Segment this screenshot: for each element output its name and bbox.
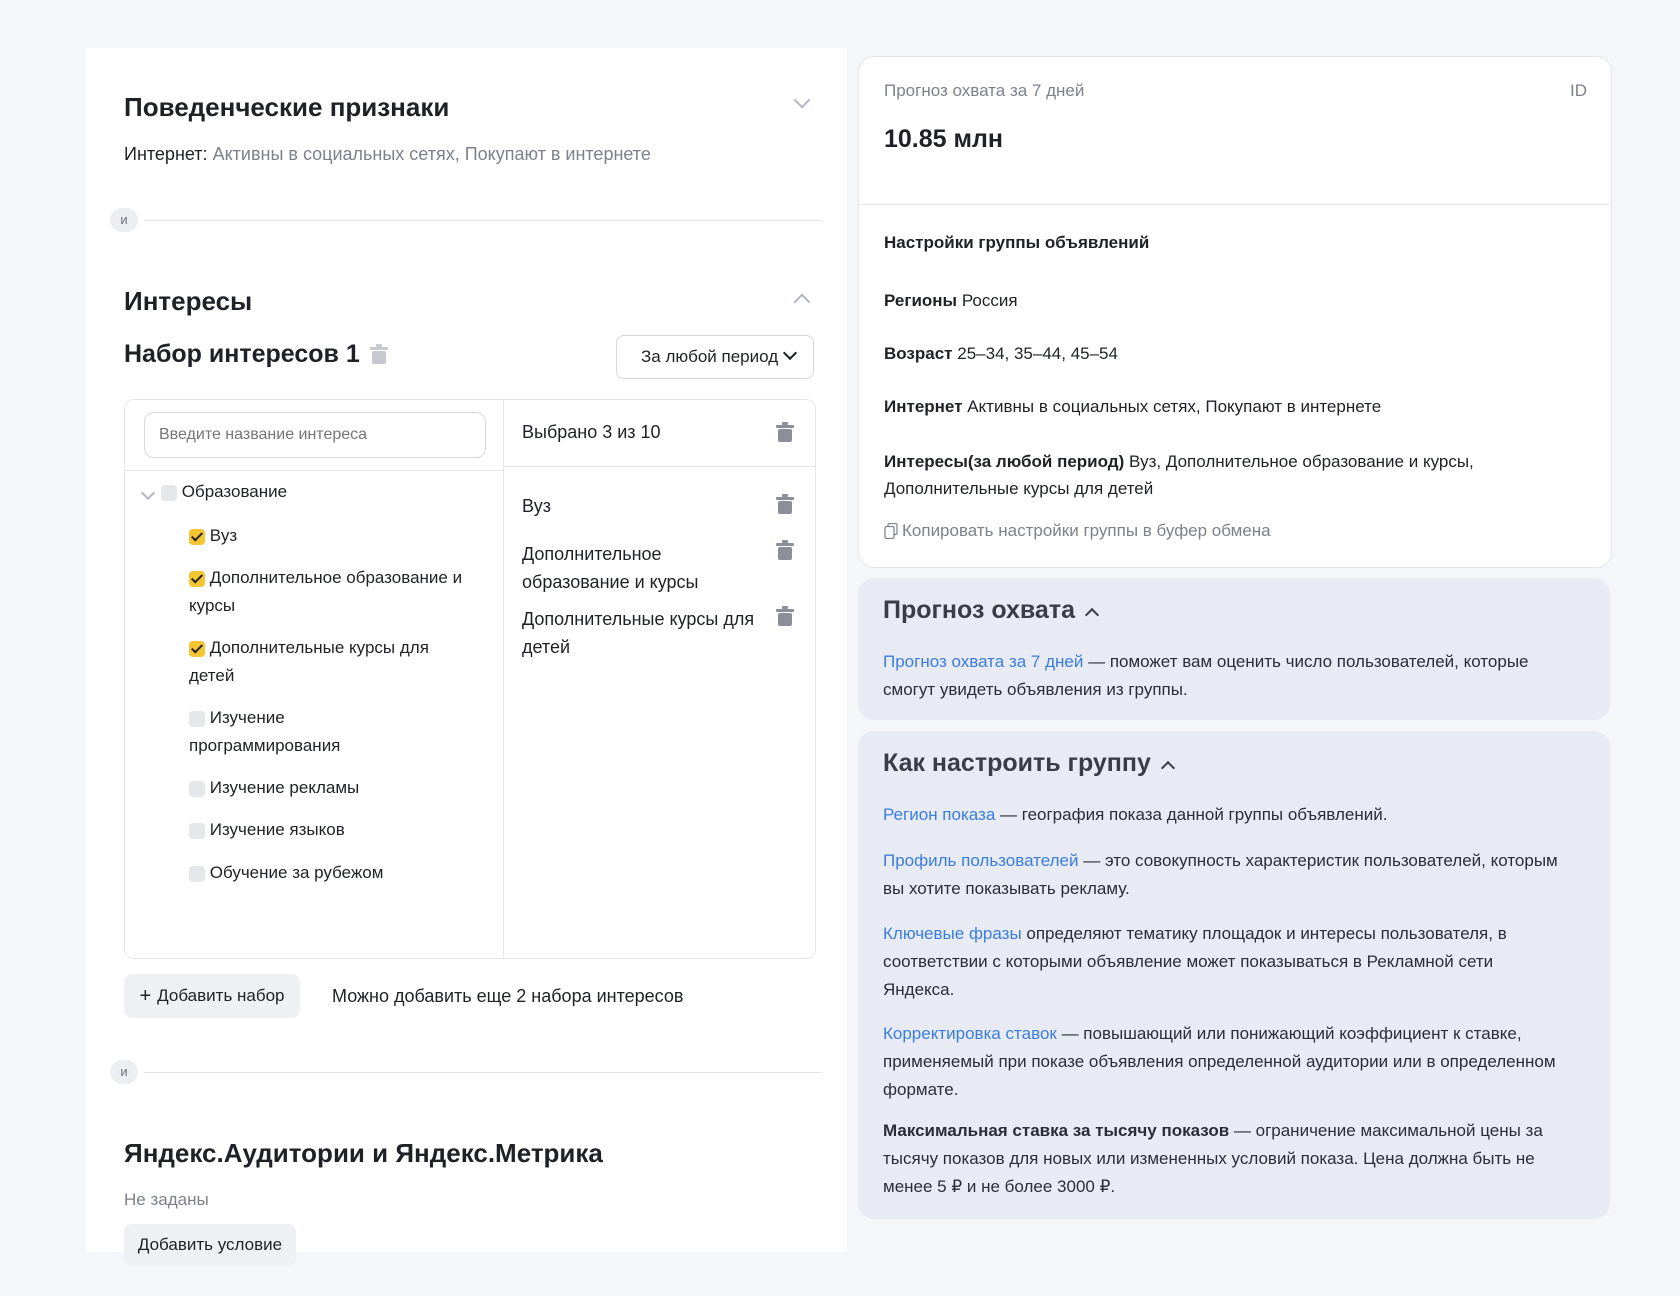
interest-search-input[interactable] (144, 412, 486, 458)
settings-regions (884, 291, 1018, 311)
picker-divider (503, 400, 504, 958)
section-divider (144, 220, 822, 221)
help-setup-toggle[interactable] (883, 749, 1173, 778)
add-set-label: Добавить набор (157, 986, 285, 1005)
interest-item[interactable] (189, 704, 389, 760)
interest-checkbox[interactable] (189, 866, 205, 882)
audiences-status: Не заданы (124, 1190, 209, 1209)
interest-checkbox[interactable] (189, 641, 205, 657)
interests-collapse-chevron-icon[interactable] (794, 294, 811, 311)
period-select-value: За любой период (641, 347, 779, 366)
interests-title: Интересы (124, 286, 253, 316)
remove-selected-trash-icon[interactable] (776, 494, 794, 514)
interest-item[interactable] (189, 634, 439, 690)
interest-item[interactable] (189, 816, 345, 844)
and-separator-badge: и (110, 208, 138, 232)
search-divider (125, 470, 503, 471)
help-link[interactable]: Регион показа (883, 805, 996, 824)
section-divider (144, 1072, 822, 1073)
max-bid-term: Максимальная ставка за тысячу показов (883, 1121, 1230, 1140)
copy-icon (884, 523, 898, 539)
internet-value: Активны в социальных сетях, Покупают в интернете (967, 397, 1382, 416)
category-label: Образование (181, 482, 288, 501)
forecast-value: 10.85 млн (884, 125, 1003, 153)
regions-label: Регионы (884, 291, 958, 310)
interest-label: Дополнительные курсы для детей (189, 638, 429, 685)
help-description: — это совокупность характеристик пользователей, которым вы хотите показывать рекламу. (883, 851, 1558, 898)
remove-selected-trash-icon[interactable] (776, 540, 794, 560)
selected-item: Вуз (522, 496, 552, 516)
settings-age (884, 344, 1118, 364)
interest-checkbox[interactable] (189, 823, 205, 839)
help-description: определяют тематику площадок и интересы пользователя, в соответствии с которыми объявление может показываться в Рекламной сети Яндекса. (883, 924, 1507, 999)
selected-header-divider (503, 466, 815, 467)
add-set-hint: Можно добавить еще 2 набора интересов (332, 986, 684, 1006)
delete-set-trash-icon[interactable] (370, 344, 388, 364)
interest-item[interactable] (189, 859, 383, 887)
forecast-card (858, 56, 1612, 568)
forecast-label: Прогноз охвата за 7 дней (884, 81, 1085, 100)
interest-item[interactable] (189, 774, 359, 802)
category-row-education[interactable] (161, 478, 287, 506)
interest-checkbox[interactable] (189, 571, 205, 587)
help-item-keywords (883, 920, 1563, 1004)
copy-settings-link[interactable] (884, 521, 1271, 541)
help-setup-panel (858, 731, 1610, 1219)
help-setup-title: Как настроить группу (883, 749, 1151, 777)
help-description: — география показа данной группы объявлений. (995, 805, 1388, 824)
interest-label: Дополнительное образование и курсы (189, 568, 463, 615)
selected-item: Дополнительное образование и курсы (522, 544, 699, 592)
help-link[interactable]: Корректировка ставок (883, 1024, 1057, 1043)
interest-checkbox[interactable] (189, 529, 205, 545)
regions-value: Россия (961, 291, 1018, 310)
behavior-value: Активны в социальных сетях, Покупают в интернете (212, 144, 651, 164)
help-forecast-text (883, 648, 1583, 704)
interests-label: Интересы(за любой период) (884, 452, 1125, 471)
targeting-panel (86, 48, 847, 1252)
interest-item[interactable] (189, 522, 237, 550)
and-separator-badge: и (110, 1060, 138, 1084)
selected-count: Выбрано 3 из 10 (522, 422, 661, 442)
category-checkbox[interactable] (161, 485, 177, 501)
period-chevron-down-icon (783, 346, 797, 360)
chevron-up-icon (1161, 760, 1175, 774)
help-link[interactable]: Профиль пользователей (883, 851, 1079, 870)
internet-label: Интернет (884, 397, 963, 416)
audiences-title: Яндекс.Аудитории и Яндекс.Метрика (124, 1138, 603, 1168)
help-link[interactable]: Ключевые фразы (883, 924, 1022, 943)
interest-label: Обучение за рубежом (209, 863, 384, 882)
add-condition-button[interactable]: Добавить условие (124, 1224, 296, 1266)
plus-icon: + (139, 984, 152, 1007)
behavior-label: Интернет: (124, 144, 208, 164)
selected-item: Дополнительные курсы для детей (522, 609, 755, 657)
behavior-summary (124, 144, 651, 165)
remove-selected-trash-icon[interactable] (776, 606, 794, 626)
help-forecast-description: — поможет вам оценить число пользователей, которые смогут увидеть объявления из группы. (883, 652, 1529, 699)
behavior-collapse-chevron-icon[interactable] (794, 92, 811, 109)
age-value: 25–34, 35–44, 45–54 (957, 344, 1118, 363)
interest-item[interactable] (189, 564, 479, 620)
settings-internet (884, 397, 1381, 417)
help-forecast-panel (858, 578, 1610, 720)
help-item-region (883, 801, 1583, 829)
age-label: Возраст (884, 344, 953, 363)
forecast-id-label: ID (1570, 81, 1587, 100)
interest-set-title: Набор интересов 1 (124, 340, 360, 368)
help-item-profile (883, 847, 1583, 903)
help-item-max-bid (883, 1117, 1583, 1201)
interest-checkbox[interactable] (189, 711, 205, 727)
interest-label: Изучение языков (209, 820, 345, 839)
help-item-bid-adjust (883, 1020, 1583, 1104)
clear-selected-trash-icon[interactable] (776, 422, 794, 442)
interest-label: Вуз (209, 526, 238, 545)
add-interest-set-button[interactable] (124, 974, 300, 1018)
interest-label: Изучение программирования (189, 708, 341, 755)
settings-interests (884, 448, 1534, 502)
interest-label: Изучение рекламы (209, 778, 360, 797)
forecast-divider (859, 204, 1611, 205)
chevron-up-icon (1085, 607, 1099, 621)
help-forecast-toggle[interactable] (883, 596, 1097, 625)
interest-checkbox[interactable] (189, 781, 205, 797)
help-description: — повышающий или понижающий коэффициент к ставке, применяемый при показе объявления определенной аудитории или в определенном формате. (883, 1024, 1556, 1099)
copy-settings-label: Копировать настройки группы в буфер обмена (902, 521, 1271, 540)
interests-value: Вуз, Дополнительное образование и курсы, Дополнительные курсы для детей (884, 452, 1474, 498)
period-select[interactable] (616, 335, 814, 379)
help-description: — ограничение максимальной цены за тысячу показов для новых или измененных условий показа. Цена должна быть не менее 5 ₽ и не более 3000 ₽. (883, 1121, 1543, 1196)
interest-picker (124, 399, 816, 959)
category-expand-chevron-icon[interactable] (141, 486, 155, 500)
settings-title: Настройки группы объявлений (884, 233, 1150, 252)
help-forecast-link[interactable]: Прогноз охвата за 7 дней (883, 652, 1084, 671)
help-forecast-title: Прогноз охвата (883, 596, 1075, 624)
behavior-title: Поведенческие признаки (124, 92, 450, 122)
